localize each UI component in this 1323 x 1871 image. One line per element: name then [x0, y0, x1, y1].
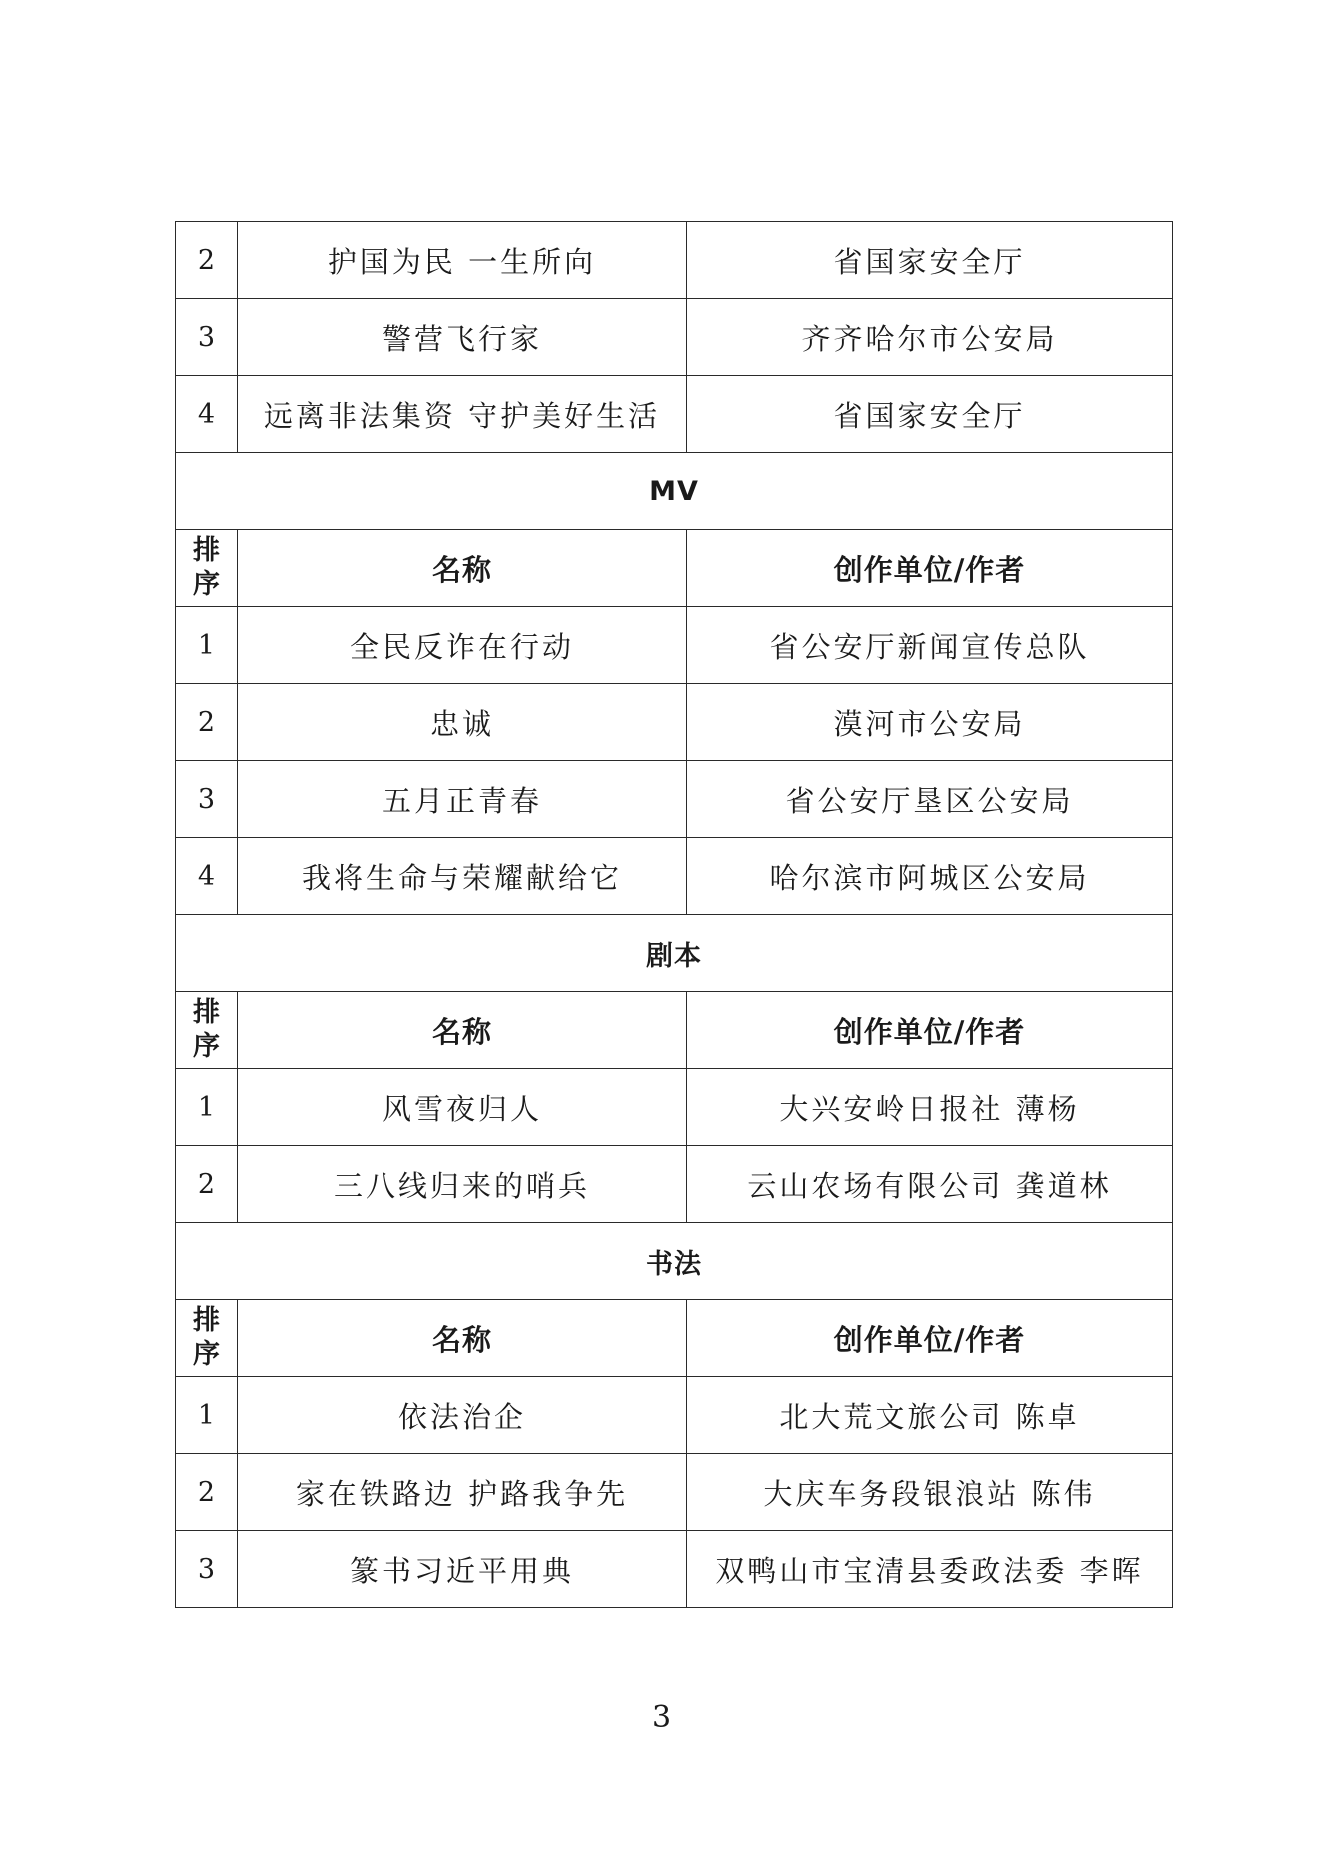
header-rank-line: 序	[193, 1339, 220, 1370]
section-title-calligraphy: 书法	[176, 1223, 1173, 1300]
rank-cell: 1	[176, 1069, 238, 1146]
work-name-cell: 警营飞行家	[238, 299, 687, 376]
header-rank-line: 排	[193, 535, 220, 566]
header-unit: 创作单位/作者	[687, 992, 1173, 1069]
rank-cell: 4	[176, 376, 238, 453]
header-row	[176, 1300, 1173, 1377]
work-name-cell: 五月正青春	[238, 761, 687, 838]
rank-cell: 3	[176, 761, 238, 838]
rank-cell: 3	[176, 1531, 238, 1608]
work-name-cell: 忠诚	[238, 684, 687, 761]
table-row	[176, 1146, 1173, 1223]
work-name-cell: 依法治企	[238, 1377, 687, 1454]
creator-unit-cell: 双鸭山市宝清县委政法委 李晖	[687, 1531, 1173, 1608]
work-name-cell: 全民反诈在行动	[238, 607, 687, 684]
rank-cell: 2	[176, 222, 238, 299]
header-unit: 创作单位/作者	[687, 530, 1173, 607]
header-rank	[176, 530, 238, 607]
work-name-cell: 三八线归来的哨兵	[238, 1146, 687, 1223]
work-name-cell: 我将生命与荣耀献给它	[238, 838, 687, 915]
creator-unit-cell: 省国家安全厅	[687, 376, 1173, 453]
rank-cell: 1	[176, 607, 238, 684]
section-title-row	[176, 915, 1173, 992]
creator-unit-cell: 大庆车务段银浪站 陈伟	[687, 1454, 1173, 1531]
header-name: 名称	[238, 992, 687, 1069]
creator-unit-cell: 省公安厅垦区公安局	[687, 761, 1173, 838]
header-rank-line: 排	[193, 1305, 220, 1336]
work-name-cell: 家在铁路边 护路我争先	[238, 1454, 687, 1531]
header-row	[176, 530, 1173, 607]
section-title-mv: MV	[176, 453, 1173, 530]
work-name-cell: 远离非法集资 守护美好生活	[238, 376, 687, 453]
table-row	[176, 1454, 1173, 1531]
work-name-cell: 风雪夜归人	[238, 1069, 687, 1146]
header-rank-line: 序	[193, 569, 220, 600]
header-name: 名称	[238, 1300, 687, 1377]
header-name: 名称	[238, 530, 687, 607]
table-row	[176, 761, 1173, 838]
rank-cell: 3	[176, 299, 238, 376]
table-row	[176, 376, 1173, 453]
creator-unit-cell: 哈尔滨市阿城区公安局	[687, 838, 1173, 915]
creator-unit-cell: 漠河市公安局	[687, 684, 1173, 761]
page-number: 3	[651, 1700, 672, 1735]
creator-unit-cell: 齐齐哈尔市公安局	[687, 299, 1173, 376]
table-row	[176, 1531, 1173, 1608]
awards-table	[175, 221, 1173, 1608]
creator-unit-cell: 省国家安全厅	[687, 222, 1173, 299]
creator-unit-cell: 云山农场有限公司 龚道林	[687, 1146, 1173, 1223]
header-unit: 创作单位/作者	[687, 1300, 1173, 1377]
rank-cell: 2	[176, 1146, 238, 1223]
creator-unit-cell: 大兴安岭日报社 薄杨	[687, 1069, 1173, 1146]
table-row	[176, 684, 1173, 761]
table-row	[176, 299, 1173, 376]
header-row	[176, 992, 1173, 1069]
header-rank-line: 排	[193, 997, 220, 1028]
section-title-row	[176, 1223, 1173, 1300]
creator-unit-cell: 北大荒文旅公司 陈卓	[687, 1377, 1173, 1454]
rank-cell: 4	[176, 838, 238, 915]
work-name-cell: 篆书习近平用典	[238, 1531, 687, 1608]
table-row	[176, 222, 1173, 299]
rank-cell: 2	[176, 684, 238, 761]
header-rank-line: 序	[193, 1031, 220, 1062]
section-title-script: 剧本	[176, 915, 1173, 992]
rank-cell: 2	[176, 1454, 238, 1531]
rank-cell: 1	[176, 1377, 238, 1454]
table-row	[176, 607, 1173, 684]
creator-unit-cell: 省公安厅新闻宣传总队	[687, 607, 1173, 684]
section-title-row	[176, 453, 1173, 530]
table-row	[176, 1069, 1173, 1146]
header-rank	[176, 992, 238, 1069]
table-row	[176, 1377, 1173, 1454]
work-name-cell: 护国为民 一生所向	[238, 222, 687, 299]
header-rank	[176, 1300, 238, 1377]
table-row	[176, 838, 1173, 915]
